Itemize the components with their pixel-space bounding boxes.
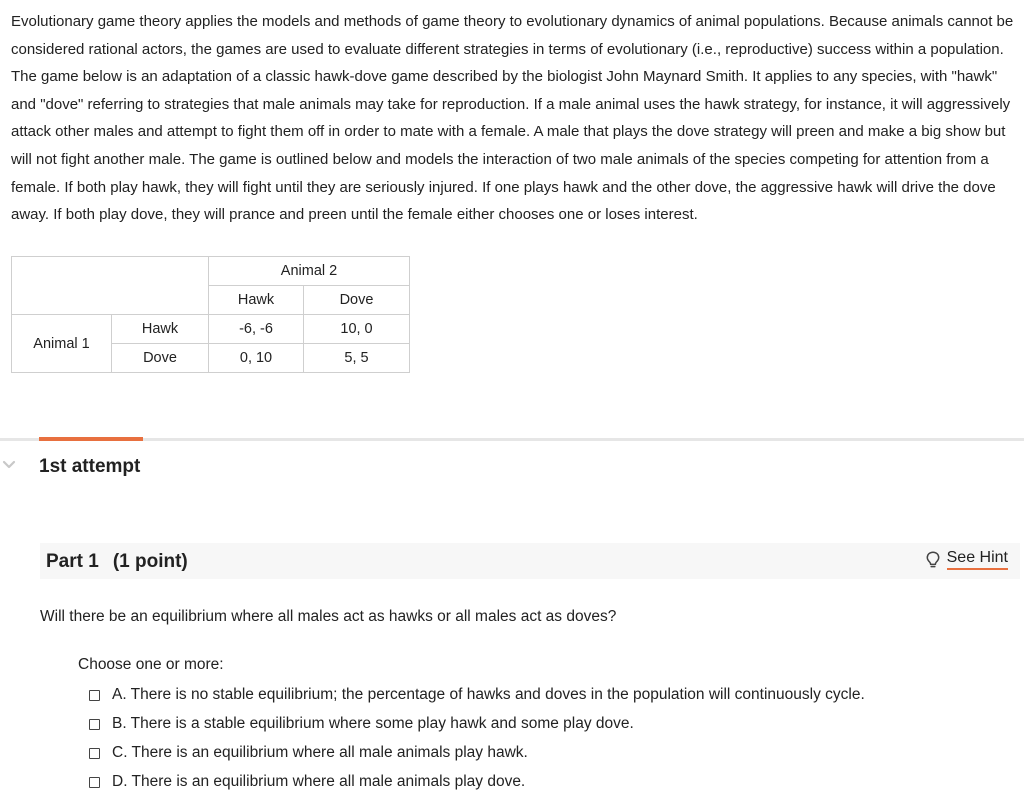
option-c[interactable] (89, 744, 528, 762)
col-player-header: Animal 2 (209, 257, 410, 286)
payoff-cell: -6, -6 (209, 315, 304, 344)
see-hint-label[interactable]: See Hint (947, 549, 1008, 570)
option-label[interactable]: B. There is a stable equilibrium where some play hawk and some play dove. (112, 715, 634, 732)
part-points: (1 point) (112, 551, 188, 572)
payoff-table (11, 256, 410, 373)
option-b[interactable] (89, 715, 634, 733)
checkbox[interactable] (89, 777, 100, 788)
option-d[interactable] (89, 773, 525, 791)
option-label[interactable]: D. There is an equilibrium where all male animals play dove. (112, 773, 526, 790)
payoff-cell: 5, 5 (304, 344, 410, 373)
option-a[interactable] (89, 686, 865, 704)
table-corner (12, 257, 209, 315)
col-strategy-dove: Dove (304, 286, 410, 315)
row-player-header: Animal 1 (12, 315, 112, 373)
option-label[interactable]: A. There is no stable equilibrium; the percentage of hawks and doves in the population will continuously cycle. (112, 686, 865, 703)
attempt-divider (0, 438, 1024, 441)
option-label[interactable]: C. There is an equilibrium where all male animals play hawk. (112, 744, 528, 761)
payoff-cell: 10, 0 (304, 315, 410, 344)
lightbulb-icon (926, 551, 940, 568)
checkbox[interactable] (89, 748, 100, 759)
question-text: Will there be an equilibrium where all males act as hawks or all males act as doves? (40, 608, 617, 625)
chevron-down-icon[interactable] (2, 460, 16, 470)
see-hint-button[interactable] (926, 549, 1008, 570)
checkbox[interactable] (89, 719, 100, 730)
payoff-cell: 0, 10 (209, 344, 304, 373)
row-strategy-dove: Dove (112, 344, 209, 373)
choose-instruction: Choose one or more: (78, 656, 224, 673)
part-label: Part 1 (46, 551, 99, 572)
intro-paragraph: Evolutionary game theory applies the models and methods of game theory to evolutionary dynamics of animal populations. Because animals cannot be considered rational actors, the games are used to evaluate different strategies in terms of evolutionary (i.e., reproductive) success within a population. The game below is an adaptation of a classic hawk-dove game described by the biologist John Maynard Smith. It applies to any species, with "hawk" and "dove" referring to strategies that male animals may take for reproduction. If a male animal uses the hawk strategy, for instance, it will aggressively attack other males and attempt to fight them off in order to mate with a female. A male that plays the dove strategy will preen and make a big show but will not fight another male. The game is outlined below and models the interaction of two male animals of the species competing for attention from a female. If both play hawk, they will fight until they are seriously injured. If one plays hawk and the other dove, the aggressive hawk will drive the dove away. If both play dove, they will prance and preen until the female either chooses one or loses interest. (11, 13, 1014, 224)
attempt-tab-indicator (39, 437, 143, 441)
part-header (40, 543, 1020, 579)
row-strategy-hawk: Hawk (112, 315, 209, 344)
col-strategy-hawk: Hawk (209, 286, 304, 315)
checkbox[interactable] (89, 690, 100, 701)
attempt-title[interactable]: 1st attempt (39, 456, 141, 477)
part-title (46, 551, 188, 573)
